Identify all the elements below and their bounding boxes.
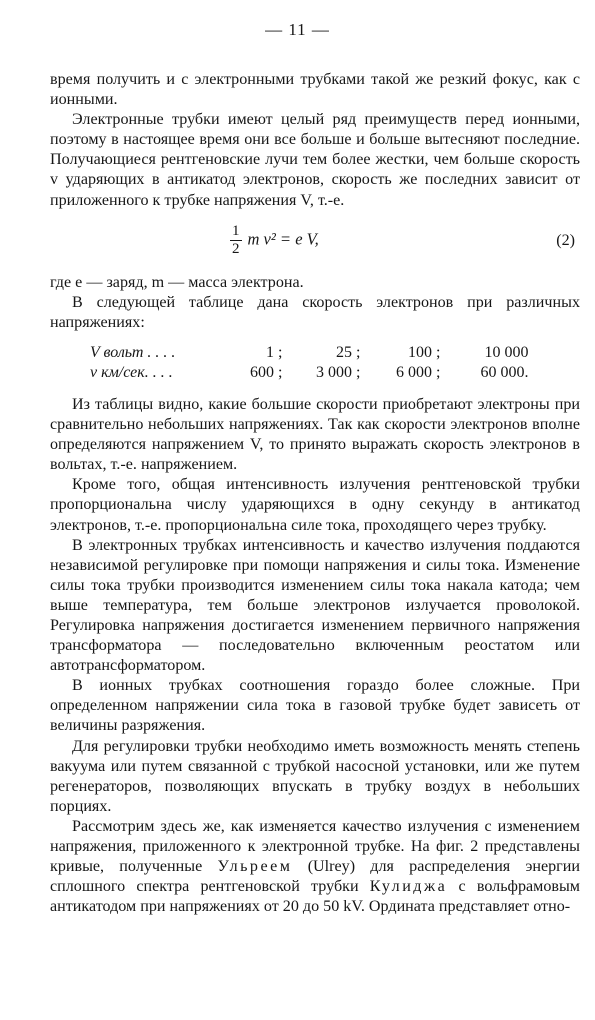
table-cell: 100 ;	[408, 343, 441, 361]
table-row-velocity	[50, 363, 528, 383]
formula-expression	[230, 223, 319, 258]
table-cell: 3 000 ;	[316, 363, 361, 381]
author-name-coolidge: Кулиджа	[369, 878, 448, 896]
paragraph-definitions: где e — заряд, m — масса электрона.	[50, 273, 304, 291]
table-cell: 25 ;	[336, 343, 361, 361]
paragraph-vacuum-control: Для регулировки трубки необходимо иметь возможность менять степень вакуума или путем связанной с трубкой насосной установки, или же путем регенераторов, позволяющих впускать в трубку воздух в небольших порциях.	[50, 737, 580, 815]
table-cell: 6 000 ;	[396, 363, 441, 381]
paragraph-spectrum	[50, 817, 580, 917]
paragraph-table-intro: В следующей таблице дана скорость электронов при различных напряжениях:	[50, 293, 580, 331]
paragraph-table-conclusion: Из таблицы видно, какие большие скорости приобретают электроны при сравнительно небольших напряжениях. Так как скорости электронов вполне определяются напряжением V, то принято выражать скорость электронов в вольтах, т.-е. напряжением.	[50, 395, 580, 474]
table-row-voltage	[50, 343, 528, 363]
paragraph-intensity: Кроме того, общая интенсивность излучения рентгеновской трубки пропорциональна числу ударяющихся в одну секунду в антикатод электронов, т.-е. пропорциональна силе тока, проходящего через трубку.	[50, 476, 580, 534]
table-cell: 10 000	[484, 343, 529, 361]
formula-denominator: 2	[232, 240, 240, 257]
formula-body: m v² = e V,	[247, 228, 319, 248]
spectrum-text-a: Рассмотрим здесь же, как изменяется качество излучения с изменением напряжения, приложенного к электронной трубке. На фиг. 2 представлены кривые, полученные	[50, 817, 580, 876]
page-number: — 11 —	[265, 20, 330, 39]
spectrum-text-b: (Ulrey) для распределения энергии сплошного спектра рентгеновской трубки	[50, 858, 580, 896]
author-name-ulrey: Ульреем	[217, 858, 293, 876]
formula-kinetic-energy	[50, 219, 580, 269]
paragraph-continuation: время получить и с электронными трубками такой же резкий фокус, как с ионными.	[50, 71, 580, 109]
page-body	[50, 70, 580, 917]
table-row-label: V вольт . . . .	[90, 343, 176, 361]
table-cell: 60 000.	[480, 363, 529, 381]
paragraph-electron-tubes: Электронные трубки имеют целый ряд преимуществ перед ионными, поэтому в настоящее время они все больше и больше вытесняют последние. Получающиеся рентгеновские лучи тем более жестки, чем больше скорость v ударяющих в антикатод электронов, скорость же последних зависит от приложенного к трубке напряжения V, т.-е.	[50, 111, 580, 209]
equation-number: (2)	[556, 231, 575, 249]
formula-fraction	[230, 223, 242, 258]
paragraph-ion-tubes: В ионных трубках соотношения гораздо более сложные. При определенном напряжении сила тока в газовой трубке будет зависеть от величины разряжения.	[50, 677, 580, 735]
formula-numerator: 1	[232, 222, 240, 239]
spectrum-text-c: с вольфрамовым антикатодом при напряжениях от 20 до 50 kV. Ордината представляет отно-	[50, 878, 580, 916]
table-row-label: v км/сек. . . .	[90, 363, 173, 381]
table-cell: 600 ;	[250, 363, 283, 381]
velocity-table	[50, 343, 528, 383]
table-cell: 1 ;	[266, 343, 283, 361]
paragraph-regulation: В электронных трубках интенсивность и качество излучения поддаются независимой регулировке при помощи напряжения и силы тока. Изменение силы тока трубки производится изменением силы тока накала катода; чем выше температура, тем больше электронов излучается проволокой. Регулировка напряжения достигается изменением первичного напряжения трансформатора — последовательно включенным реостатом или автотрансформатором.	[50, 536, 580, 675]
